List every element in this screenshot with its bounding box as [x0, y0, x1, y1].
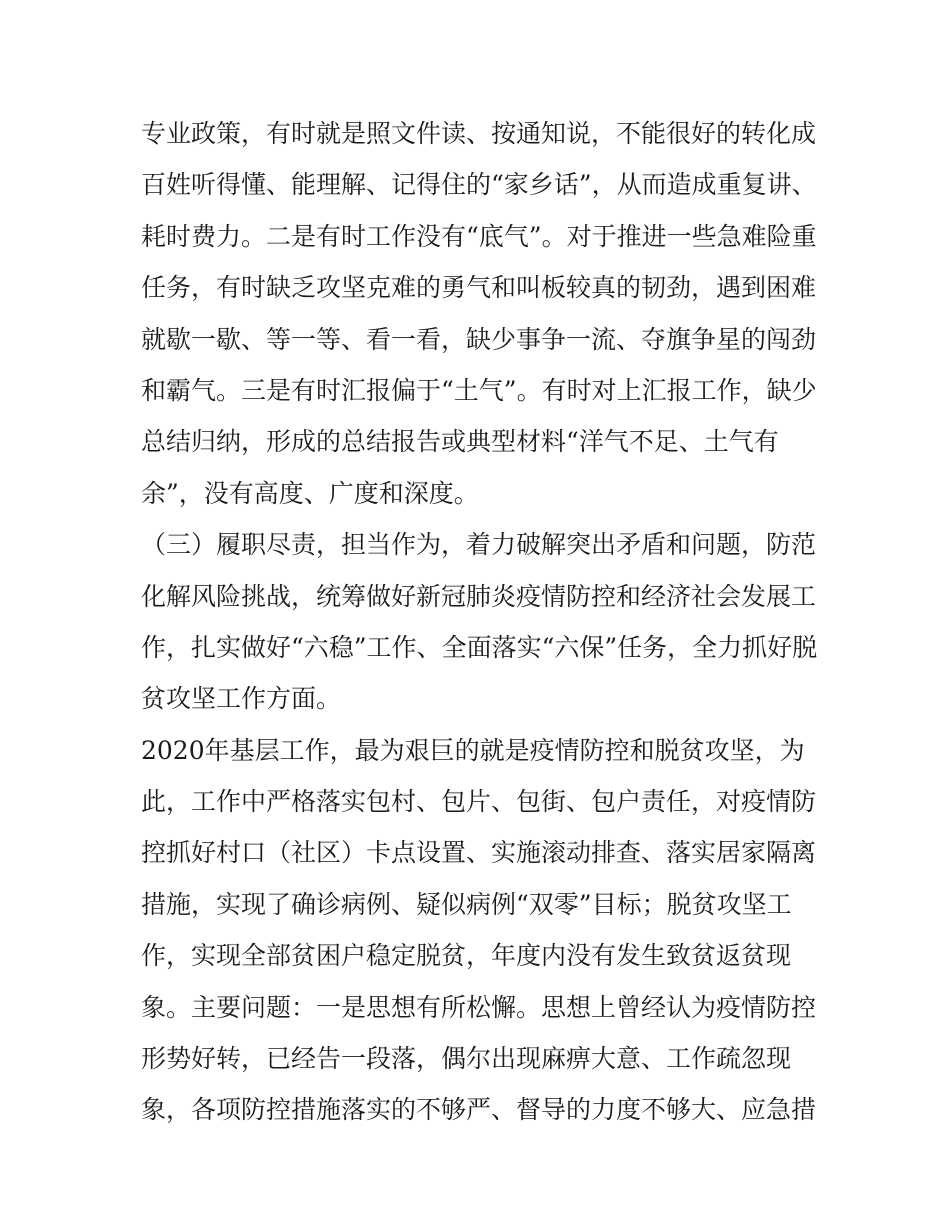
body-text [141, 108, 821, 1136]
text-line: 百姓听得懂、能理解、记得住的“家乡话”，从而造成重复讲、 [141, 170, 817, 200]
text-line: 耗时费力。二是有时工作没有“底气”。对于推进一些急难险重 [141, 221, 817, 251]
text-line: 作，扎实做好“六稳”工作、全面落实“六保”任务，全力抓好脱 [141, 632, 818, 662]
text-line: 2020年基层工作，最为艰巨的就是疫情防控和脱贫攻坚，为 [141, 735, 805, 765]
text-line: 控抓好村口（社区）卡点设置、实施滚动排查、落实居家隔离 [141, 838, 817, 868]
text-line: 作，实现全部贫困户稳定脱贫，年度内没有发生致贫返贫现 [141, 941, 792, 971]
text-line: 象，各项防控措施落实的不够严、督导的力度不够大、应急措 [141, 1095, 817, 1125]
text-line: （三）履职尽责，担当作为，着力破解突出矛盾和问题，防范 [141, 530, 817, 560]
text-line: 形势好转，已经告一段落，偶尔出现麻痹大意、工作疏忽现 [141, 1044, 792, 1074]
text-line: 就歇一歇、等一等、看一看，缺少事争一流、夺旗争星的闯劲 [141, 324, 817, 354]
text-line: 象。主要问题：一是思想有所松懈。思想上曾经认为疫情防控 [141, 992, 817, 1022]
text-line: 措施，实现了确诊病例、疑似病例“双零”目标；脱贫攻坚工 [141, 889, 792, 919]
text-line: 余”，没有高度、广度和深度。 [141, 478, 479, 508]
text-line: 贫攻坚工作方面。 [141, 684, 342, 714]
text-line: 和霸气。三是有时汇报偏于“土气”。有时对上汇报工作，缺少 [141, 375, 817, 405]
text-line: 任务，有时缺乏攻坚克难的勇气和叫板较真的韧劲，遇到困难 [141, 273, 817, 303]
text-line: 此，工作中严格落实包村、包片、包街、包户责任，对疫情防 [141, 787, 817, 817]
text-line: 专业政策，有时就是照文件读、按通知说，不能很好的转化成 [141, 119, 817, 148]
text-line: 化解风险挑战，统筹做好新冠肺炎疫情防控和经济社会发展工 [141, 581, 817, 611]
text-line: 总结归纳，形成的总结报告或典型材料“洋气不足、土气有 [141, 427, 779, 457]
